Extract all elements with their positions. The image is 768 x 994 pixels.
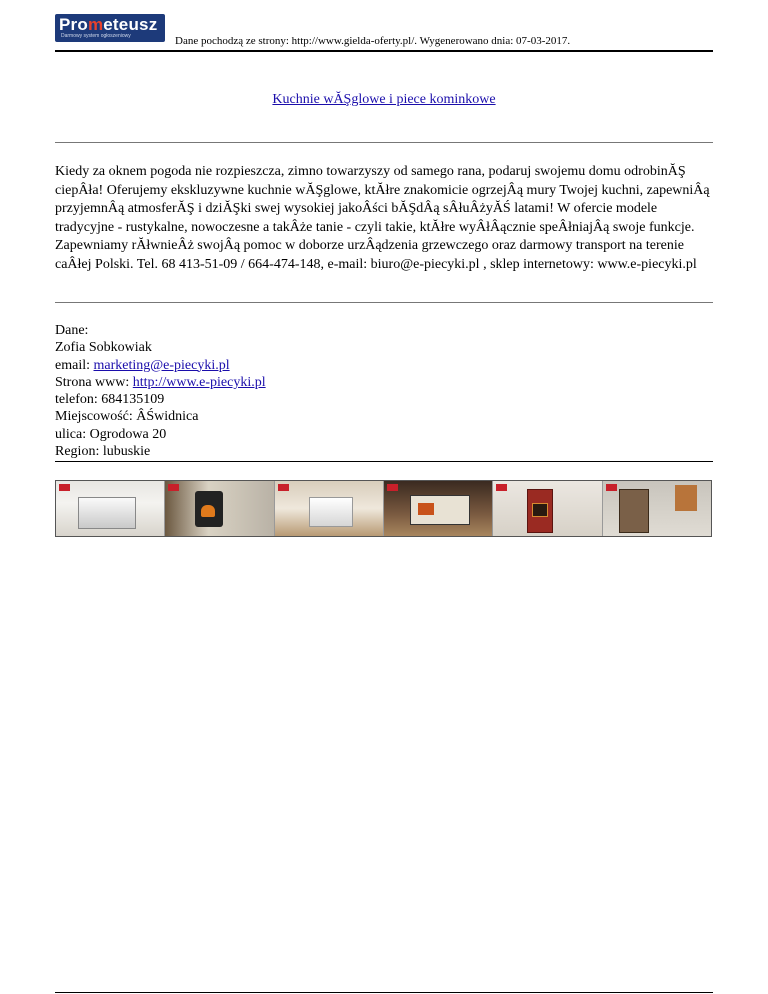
contact-divider [55,461,713,462]
email-label: email: [55,357,94,373]
www-label: Strona www: [55,374,133,390]
banner-tile-tile-stove[interactable] [603,481,711,536]
banner-tile-white-stove[interactable] [275,481,384,536]
website-link[interactable]: http://www.e-piecyki.pl [132,374,266,390]
product-banner[interactable] [55,480,712,537]
contact-www-row [55,374,266,391]
logo-tagline: Darmowy system ogłoszeniowy [61,33,131,39]
contact-region: Region: lubuskie [55,444,151,460]
contact-phone: telefon: 684135109 [55,392,165,408]
header-divider [55,50,713,52]
listing-description: Kiedy za oknem pogoda nie rozpieszcza, zimno towarzyszy od samego rana, podaruj swojemu domu odrobinĂŞ ciepÂła! Oferujemy ekskluzywne kuchnie wĂŞglowe, ktĂłre znakomicie ogrzejÂą mury Twojej kuchni, zapewniÂą przyjemnÂą atmosferĂŞ i dziĂŞki swej wysokiej jakoÂści bĂŞdÂą sÂłuÂżyĂŚ latami! W ofercie modele tradycyjne - rustykalne, nowoczesne a takÂże tanie - czyli takie, ktĂłre wyÂłÂącznie speÂłniajÂą swoje funkcje. Zapewniamy rĂłwnieÂż swojÂą pomoc w doborze urzÂądzenia grzewczego oraz darmowy transport na terenie caÂłej Polski. Tel. 68 413-51-09 / 664-474-148, e-mail: biuro@e-piecyki.pl , sklep internetowy: www.e-piecyki.pl [55,164,710,272]
contact-street: ulica: Ogrodowa 20 [55,426,167,442]
description-divider [55,302,713,303]
contact-email-row [55,357,266,374]
footer-divider [55,992,713,993]
email-link[interactable]: marketing@e-piecyki.pl [93,357,230,373]
banner-tile-kitchen-stove[interactable] [56,481,165,536]
title-divider [55,142,713,143]
banner-tile-kitchen-range[interactable] [384,481,493,536]
prometeusz-logo [55,14,165,42]
contact-city: Miejscowość: ÂŚwidnica [55,409,199,425]
contact-details [55,322,266,460]
logo-wordmark: Prometeusz [59,15,158,34]
contact-name: Zofia Sobkowiak [55,340,152,356]
banner-tile-red-stove[interactable] [493,481,602,536]
listing-title-link[interactable]: Kuchnie wĂŞglowe i piece kominkowe [272,92,496,107]
source-note: Dane pochodzą ze strony: http://www.gielda-oferty.pl/. Wygenerowano dnia: 07-03-2017. [175,35,571,47]
banner-tile-fireplace[interactable] [165,481,274,536]
contact-heading: Dane: [55,323,89,338]
